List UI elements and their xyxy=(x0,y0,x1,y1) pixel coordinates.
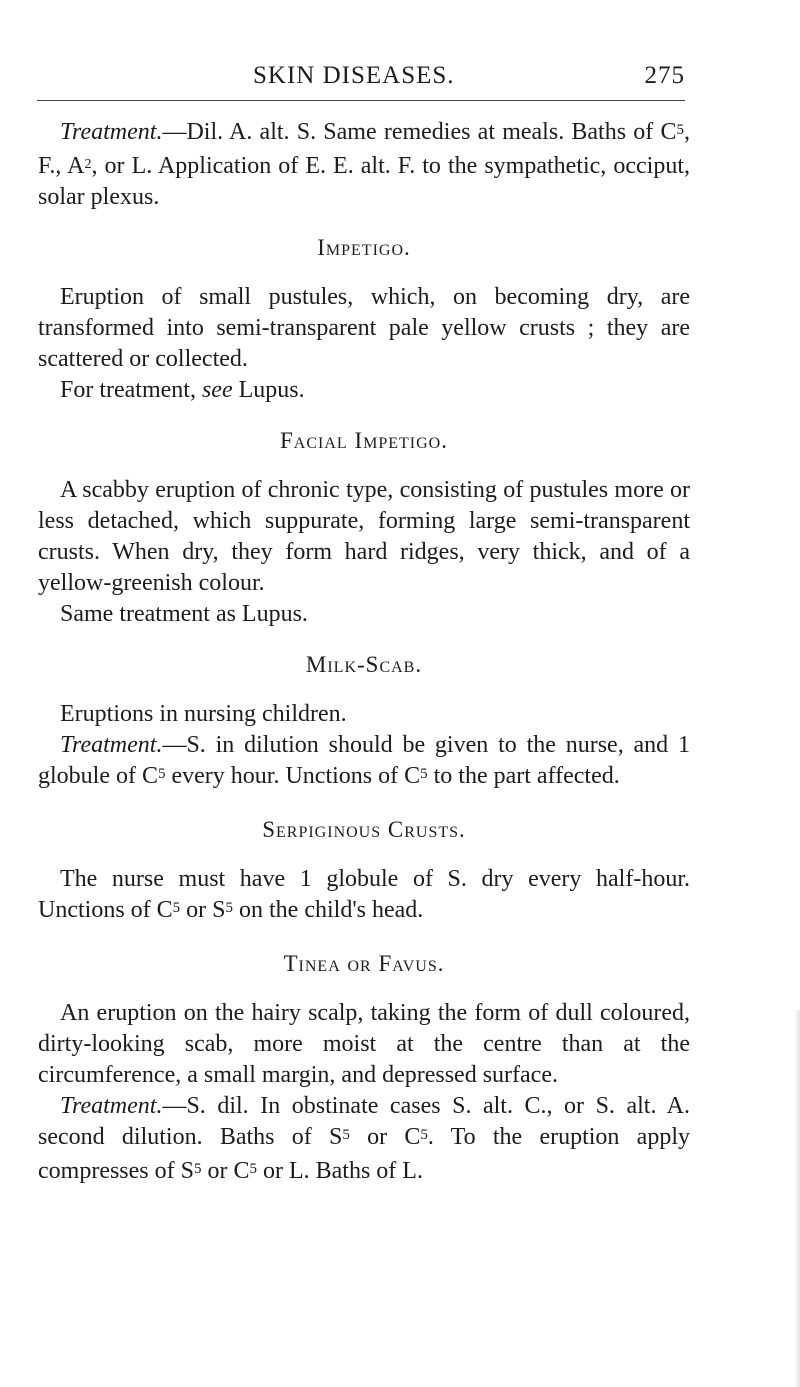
header-rule xyxy=(37,100,685,101)
see-reference: see xyxy=(201,377,233,403)
text-run: For treatment, xyxy=(60,377,202,403)
facial-impetigo-paragraph: A scabby eruption of chronic type, consisting of pustules more or less detached, which suppurate, forming large semi-transparent crusts. When dry, they form hard ridges, very thick, and of a yellow-greenish colour. xyxy=(38,477,690,596)
running-title: SKIN DISEASES. xyxy=(253,62,455,89)
milk-scab-treatment xyxy=(38,730,690,795)
tinea-paragraph: An eruption on the hairy scalp, taking the form of dull coloured, dirty-looking scab, more moist at the centre than at the circumference, a small margin, and depressed surface. xyxy=(38,1000,690,1088)
running-head xyxy=(35,62,685,96)
superscript: 5 xyxy=(172,900,181,916)
milk-scab-paragraph: Eruptions in nursing children. xyxy=(60,701,347,727)
text-run: every hour. Unctions of C xyxy=(165,763,421,789)
superscript: 5 xyxy=(420,766,428,782)
text-run: to the part affected. xyxy=(427,763,620,789)
superscript: 5 xyxy=(676,122,684,138)
text-run: or S xyxy=(180,897,226,923)
page-body xyxy=(38,117,690,1190)
treatment-text: , F., A xyxy=(38,119,690,179)
text-run: or C xyxy=(349,1124,421,1150)
superscript: 5 xyxy=(249,1161,257,1177)
text-run: —S. dil. In obstinate cases S. alt. C., or S. alt. A. second dilution. Baths of S xyxy=(38,1093,690,1150)
text-run: The nurse must have 1 globule of S. dry every half-hour. Unctions of C xyxy=(38,866,690,923)
section-heading-facial-impetigo: Facial Impetigo. xyxy=(280,428,448,453)
treatment-text: —Dil. A. alt. S. Same remedies at meals. Baths of C xyxy=(162,119,677,145)
text-run: or C xyxy=(201,1158,250,1184)
superscript: 5 xyxy=(420,1127,428,1143)
page-number: 275 xyxy=(644,62,685,89)
section-heading-tinea: Tinea or Favus. xyxy=(283,951,445,976)
impetigo-paragraph: Eruption of small pustules, which, on becoming dry, are transformed into semi-transparent pale yellow crusts ; they are scattered or collected. xyxy=(38,284,690,372)
impetigo-treatment-paragraph xyxy=(38,375,690,406)
facial-impetigo-treatment: Same treatment as Lupus. xyxy=(60,601,308,627)
serpiginous-crusts-paragraph xyxy=(38,864,690,929)
superscript: 5 xyxy=(225,900,234,916)
superscript: 5 xyxy=(342,1127,350,1143)
text-run: —S. in dilution should be given to the nurse, and 1 globule of C xyxy=(38,732,690,789)
superscript: 5 xyxy=(158,766,166,782)
section-heading-impetigo: Impetigo. xyxy=(317,235,411,260)
page-edge-shadow xyxy=(794,1010,800,1387)
treatment-paragraph xyxy=(38,117,690,213)
treatment-text: , or L. Application of E. E. alt. F. to the sympathetic, occiput, solar plexus. xyxy=(38,153,690,210)
tinea-treatment xyxy=(38,1091,690,1190)
superscript: 2 xyxy=(84,157,92,172)
treatment-label: Treatment. xyxy=(60,732,163,758)
section-heading-milk-scab: Milk-Scab. xyxy=(305,652,423,677)
text-run: Lupus. xyxy=(232,377,305,403)
text-run: . To the eruption apply compresses of S xyxy=(38,1124,690,1184)
treatment-label: Treatment. xyxy=(60,119,163,145)
text-run: or L. Baths of L. xyxy=(256,1158,423,1184)
treatment-label: Treatment. xyxy=(60,1093,163,1119)
text-run: on the child's head. xyxy=(233,897,424,923)
superscript: 5 xyxy=(193,1161,202,1177)
section-heading-serpiginous-crusts: Serpiginous Crusts. xyxy=(262,817,466,842)
